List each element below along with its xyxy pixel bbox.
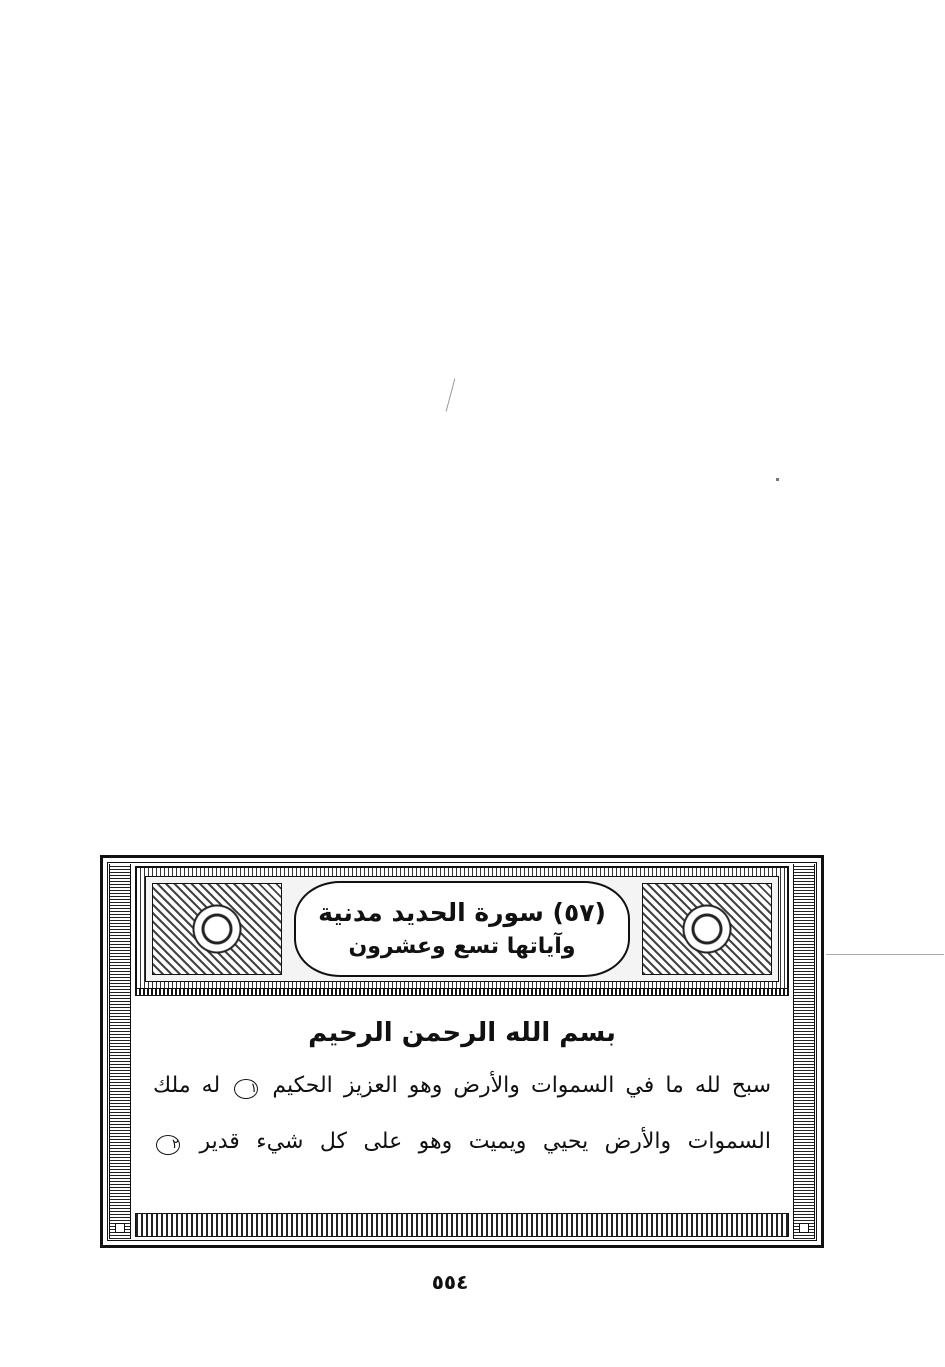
surah-frame xyxy=(100,855,824,1248)
surah-header-inner xyxy=(145,876,779,982)
right-border-band xyxy=(793,864,815,1239)
stray-mark xyxy=(446,378,456,411)
title-cartouche xyxy=(294,881,630,977)
basmala: بسم الله الرحمن الرحيم xyxy=(308,1018,616,1048)
stray-dot xyxy=(776,478,779,481)
surah-title: (٥٧) سورة الحديد مدنية xyxy=(318,898,606,927)
surah-header xyxy=(135,866,789,992)
right-ornament-icon xyxy=(642,883,772,975)
left-ornament-icon xyxy=(152,883,282,975)
ayah-number-marker: ٢ xyxy=(156,1135,180,1155)
corner-ornament-icon xyxy=(115,1223,125,1233)
verse-text-area xyxy=(153,1008,771,1208)
left-border-band xyxy=(109,864,131,1239)
surah-verse-count: وآياتها تسع وعشرون xyxy=(348,934,576,959)
header-divider xyxy=(135,988,789,996)
verse-text-continuation: له ملك xyxy=(153,1073,221,1098)
frame-footer-band xyxy=(135,1213,789,1237)
ayah-number-marker: ١ xyxy=(234,1079,258,1099)
corner-ornament-icon xyxy=(799,1223,809,1233)
verse-text: السموات والأرض يحيي ويميت وهو على كل شيء قدير xyxy=(199,1129,771,1154)
verse-line-2 xyxy=(153,1114,771,1170)
verse-line-1 xyxy=(153,1058,771,1114)
verse-text: سبح لله ما في السموات والأرض وهو العزيز الحكيم xyxy=(272,1073,772,1098)
page-number: ٥٥٤ xyxy=(431,1270,469,1294)
stray-line xyxy=(826,954,944,955)
